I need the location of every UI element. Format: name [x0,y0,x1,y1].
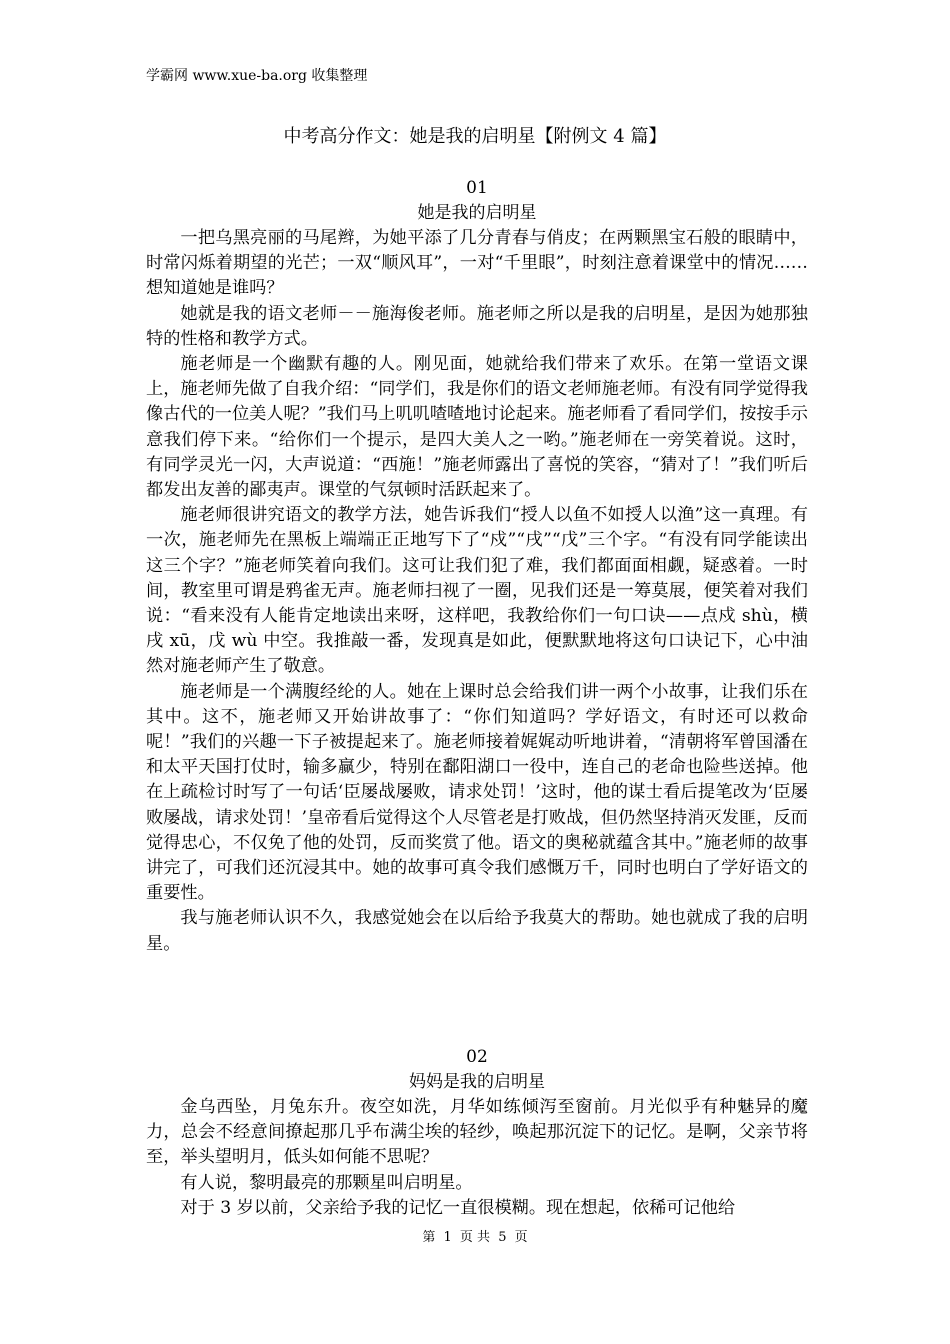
paragraph: 施老师是一个满腹经纶的人。她在上课时总会给我们讲一两个小故事，让我们乐在其中。这不，施老师又开始讲故事了：“你们知道吗？学好语文，有时还可以救命呢！”我们的兴趣一下子被提起来了。施老师接着娓娓动听地讲着，“清朝将军曾国潘在和太平天国打仗时，输多赢少，特别在鄱阳湖口一役中，连自己的老命也险些送掉。他在上疏检讨时写了一句话‘臣屡战屡败，请求处罚！’这时，他的谋士看后提笔改为‘臣屡败屡战，请求处罚！’皇帝看后觉得这个人尽管老是打败战，但仍然坚持消灭发匪，反而觉得忠心，不仅免了他的处罚，反而奖赏了他。语文的奥秘就蕴含其中。”施老师的故事讲完了，可我们还沉浸其中。她的故事可真令我们感慨万千，同时也明白了学好语文的重要性。 [146,681,808,904]
footer-total-pages: 5 [498,1230,507,1245]
footer-page-number: 1 [443,1230,452,1245]
essay-section-01 [146,176,808,957]
essay-section-02 [146,1045,808,1221]
document-title: 中考高分作文：她是我的启明星【附例文 4 篇】 [283,126,667,147]
paragraph: 对于 3 岁以前，父亲给予我的记忆一直很模糊。现在想起，依稀可记他给 [180,1197,736,1218]
paragraph: 一把乌黑亮丽的马尾辫，为她平添了几分青春与俏皮；在两颗黑宝石般的眼睛中，时常闪烁着期望的光芒；一双“顺风耳”，一对“千里眼”，时刻注意着课堂中的情况……想知道她是谁吗？ [146,228,808,299]
paragraph: 我与施老师认识不久，我感觉她会在以后给予我莫大的帮助。她也就成了我的启明星。 [146,908,808,954]
paragraph: 施老师是一个幽默有趣的人。刚见面，她就给我们带来了欢乐。在第一堂语文课上，施老师先做了自我介绍：“同学们，我是你们的语文老师施老师。有没有同学觉得我像古代的一位美人呢？”我们马上叽叽喳喳地讨论起来。施老师看了看同学们，按按手示意我们停下来。“给你们一个提示，是四大美人之一哟。”施老师在一旁笑着说。这时，有同学灵光一闪，大声说道：“西施！”施老师露出了喜悦的笑容，“猜对了！”我们听后都发出友善的鄙夷声。课堂的气氛顿时活跃起来了。 [146,354,808,501]
page-footer [0,1229,950,1247]
footer-middle: 页 共 [459,1230,491,1245]
footer-prefix: 第 [422,1230,436,1245]
section-number: 01 [466,178,488,198]
paragraph: 她就是我的语文老师－－施海俊老师。施老师之所以是我的启明星，是因为她那独特的性格和教学方式。 [146,303,808,349]
paragraph: 有人说，黎明最亮的那颗星叫启明星。 [180,1172,473,1193]
section-title: 她是我的启明星 [417,203,537,223]
paragraph: 施老师很讲究语文的教学方法，她告诉我们“授人以鱼不如授人以渔”这一真理。有一次，施老师先在黑板上端端正正地写下了“戍”“戌”“戊”三个字。“有没有同学能读出这三个字？”施老师笑着向我们。这可让我们犯了难，我们都面面相觑，疑惑着。一时间，教室里可谓是鸦雀无声。施老师扫视了一圈，见我们还是一筹莫展，便笑着对我们说：“看来没有人能肯定地读出来呀，这样吧，我教给你们一句口诀——点戍 shù，横戌 xū，戊 wù 中空。我推敲一番，发现真是如此，便默默地将这句口诀记下，心中油然对施老师产生了敬意。 [146,505,808,677]
section-number: 02 [466,1047,488,1067]
paragraph: 金乌西坠，月兔东升。夜空如洗，月华如练倾泻至窗前。月光似乎有种魅异的魔力，总会不经意间撩起那几乎布满尘埃的轻纱，唤起那沉淀下的记忆。是啊，父亲节将至，举头望明月，低头如何能不思呢？ [146,1097,808,1168]
footer-suffix: 页 [514,1230,528,1245]
section-title: 妈妈是我的启明星 [409,1072,545,1092]
header-source-note: 学霸网 www.xue-ba.org 收集整理 [146,68,368,84]
